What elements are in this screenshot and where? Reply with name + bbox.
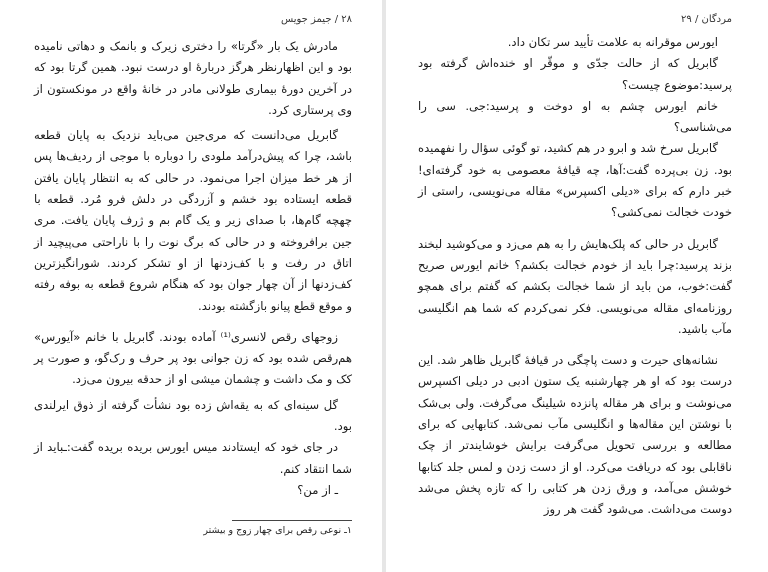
left-page [0,0,382,572]
right-paragraph-2: گابریل که از حالت جدّی و موقّر او خنده‌اش گرفته بود پرسید:موضوع چیست؟ [418,56,732,92]
right-paragraph-5: گابریل در حالی که پلک‌هایش را به هم می‌زد و می‌کوشید لبخند بزند پرسید:چرا باید از خودم خجالت بکشم؟ خانم ایورس صریح گفت:خوب، من باید از شما خجالت بکشم که گفتم برای همچو روزنامه‌ای مقاله می‌نویسی. فکر نمی‌کردم که شما هم انگلیسی مآب باشید. [418,236,732,336]
right-paragraph-6: نشانه‌های حیرت و دست پاچگی در قیافهٔ گابریل ظاهر شد. این درست بود که او هر چهارشنبه یک ستون ادبی در دیلی اکسپرس می‌نوشت و برای هر مقاله پانزده شیلینگ می‌گرفت. ولی بی‌شک با نوشتن این مقاله‌ها و انگلیسی مآب نمی‌شد. کتابهایی که برای مطالعه و بررسی تحویل می‌گرفت برایش خوشایندتر از چک ناقابلی بود که دریافت می‌کرد. او از دست زدن و لمس جلد کتابها خوشش می‌آمد، و ورق زدن هر کتابی را که تازه پخش می‌شد دوست می‌داشت. می‌شود گفت هر روز [418,353,732,517]
right-paragraph-1: ایورس موقرانه به علامت تأیید سر تکان داد. [507,35,718,49]
left-paragraph-6: ـ از من؟ [297,482,338,497]
footnote: ۱ـ نوعی رقص برای چهار زوج و بیشتر [203,525,352,536]
left-paragraph-1: مادرش یک بار «گرتا» را دختری زیرک و بانمک و دهاتی نامیده بود و این اظهارنظر هرگز درباره‌ٔ او درست نبود. همین گرتا بود که در آخرین دوره‌ٔ بیماری طولانی مادر در خانه‌ٔ واقع در مونکستون از وی پرستاری کرد. [34,39,352,117]
left-paragraph-4: گل سینه‌ای که به یقه‌اش زده بود نشأت گرفته از ذوق ایرلندی بود. [34,397,352,434]
right-paragraph-3: خانم ایورس چشم به او دوخت و پرسید:جی. سی را می‌شناسی؟ [418,98,732,135]
footnote-rule [232,520,352,521]
right-page-body [418,32,732,525]
left-paragraph-2: گابریل می‌دانست که مری‌جین می‌باید نزدیک به پایان قطعه باشد، چرا که پیش‌درآمد ملودی را دوباره با موجی از ردیف‌ها پس از هر خط میزان اجرا می‌نمود. در حالی که به انتظار پایان یافتن قطعه ایستاده بود خشم و آزردگی در دلش فرو مُرد. قطعه با چهچه گام‌ها، با صدای زیر و یک گام بم و ژرف پایان یافت. مری جین برافروخته و در حالی که برگ نوت را با ناراحتی می‌پیچید از اتاق در رفت و با کف‌زدنها از او تشکر کردند. شورانگیزترین کف‌زدنها از آن چهار جوان بود که هنگام شروع قطعه به بوفه رفته و موقع قطع پیانو بازگشته بودند. [34,128,352,313]
left-page-header: ۲۸ / جیمز جویس [280,14,352,25]
left-paragraph-5: در جای خود که ایستادند میس ایورس بریده بریده گفت:ـباید از شما انتقاد کنم. [34,440,352,476]
left-paragraph-3: زوجهای رقص لانسری⁽¹⁾ آماده بودند. گابریل با خانم «آیورس» هم‌رقص شده بود که زن جوانی بود پر حرف و رک‌گو، و صورت پر کک و مک داشت و چشمان میشی او از حدقه بیرون می‌زد. [34,329,352,387]
left-page-body [34,36,352,505]
right-page [386,0,768,572]
right-paragraph-4: گابریل سرخ شد و ابرو در هم کشید، تو گوئی سؤال را نفهمیده بود. زن بی‌پرده گفت:آها، چه قیافهٔ معصومی به خود گرفته‌ای! خبر دارم که برای «دیلی اکسپرس» مقاله می‌نویسی، راستی از خودت خجالت نمی‌کشی؟ [418,141,732,220]
right-page-header: مردگان / ۲۹ [681,14,732,25]
